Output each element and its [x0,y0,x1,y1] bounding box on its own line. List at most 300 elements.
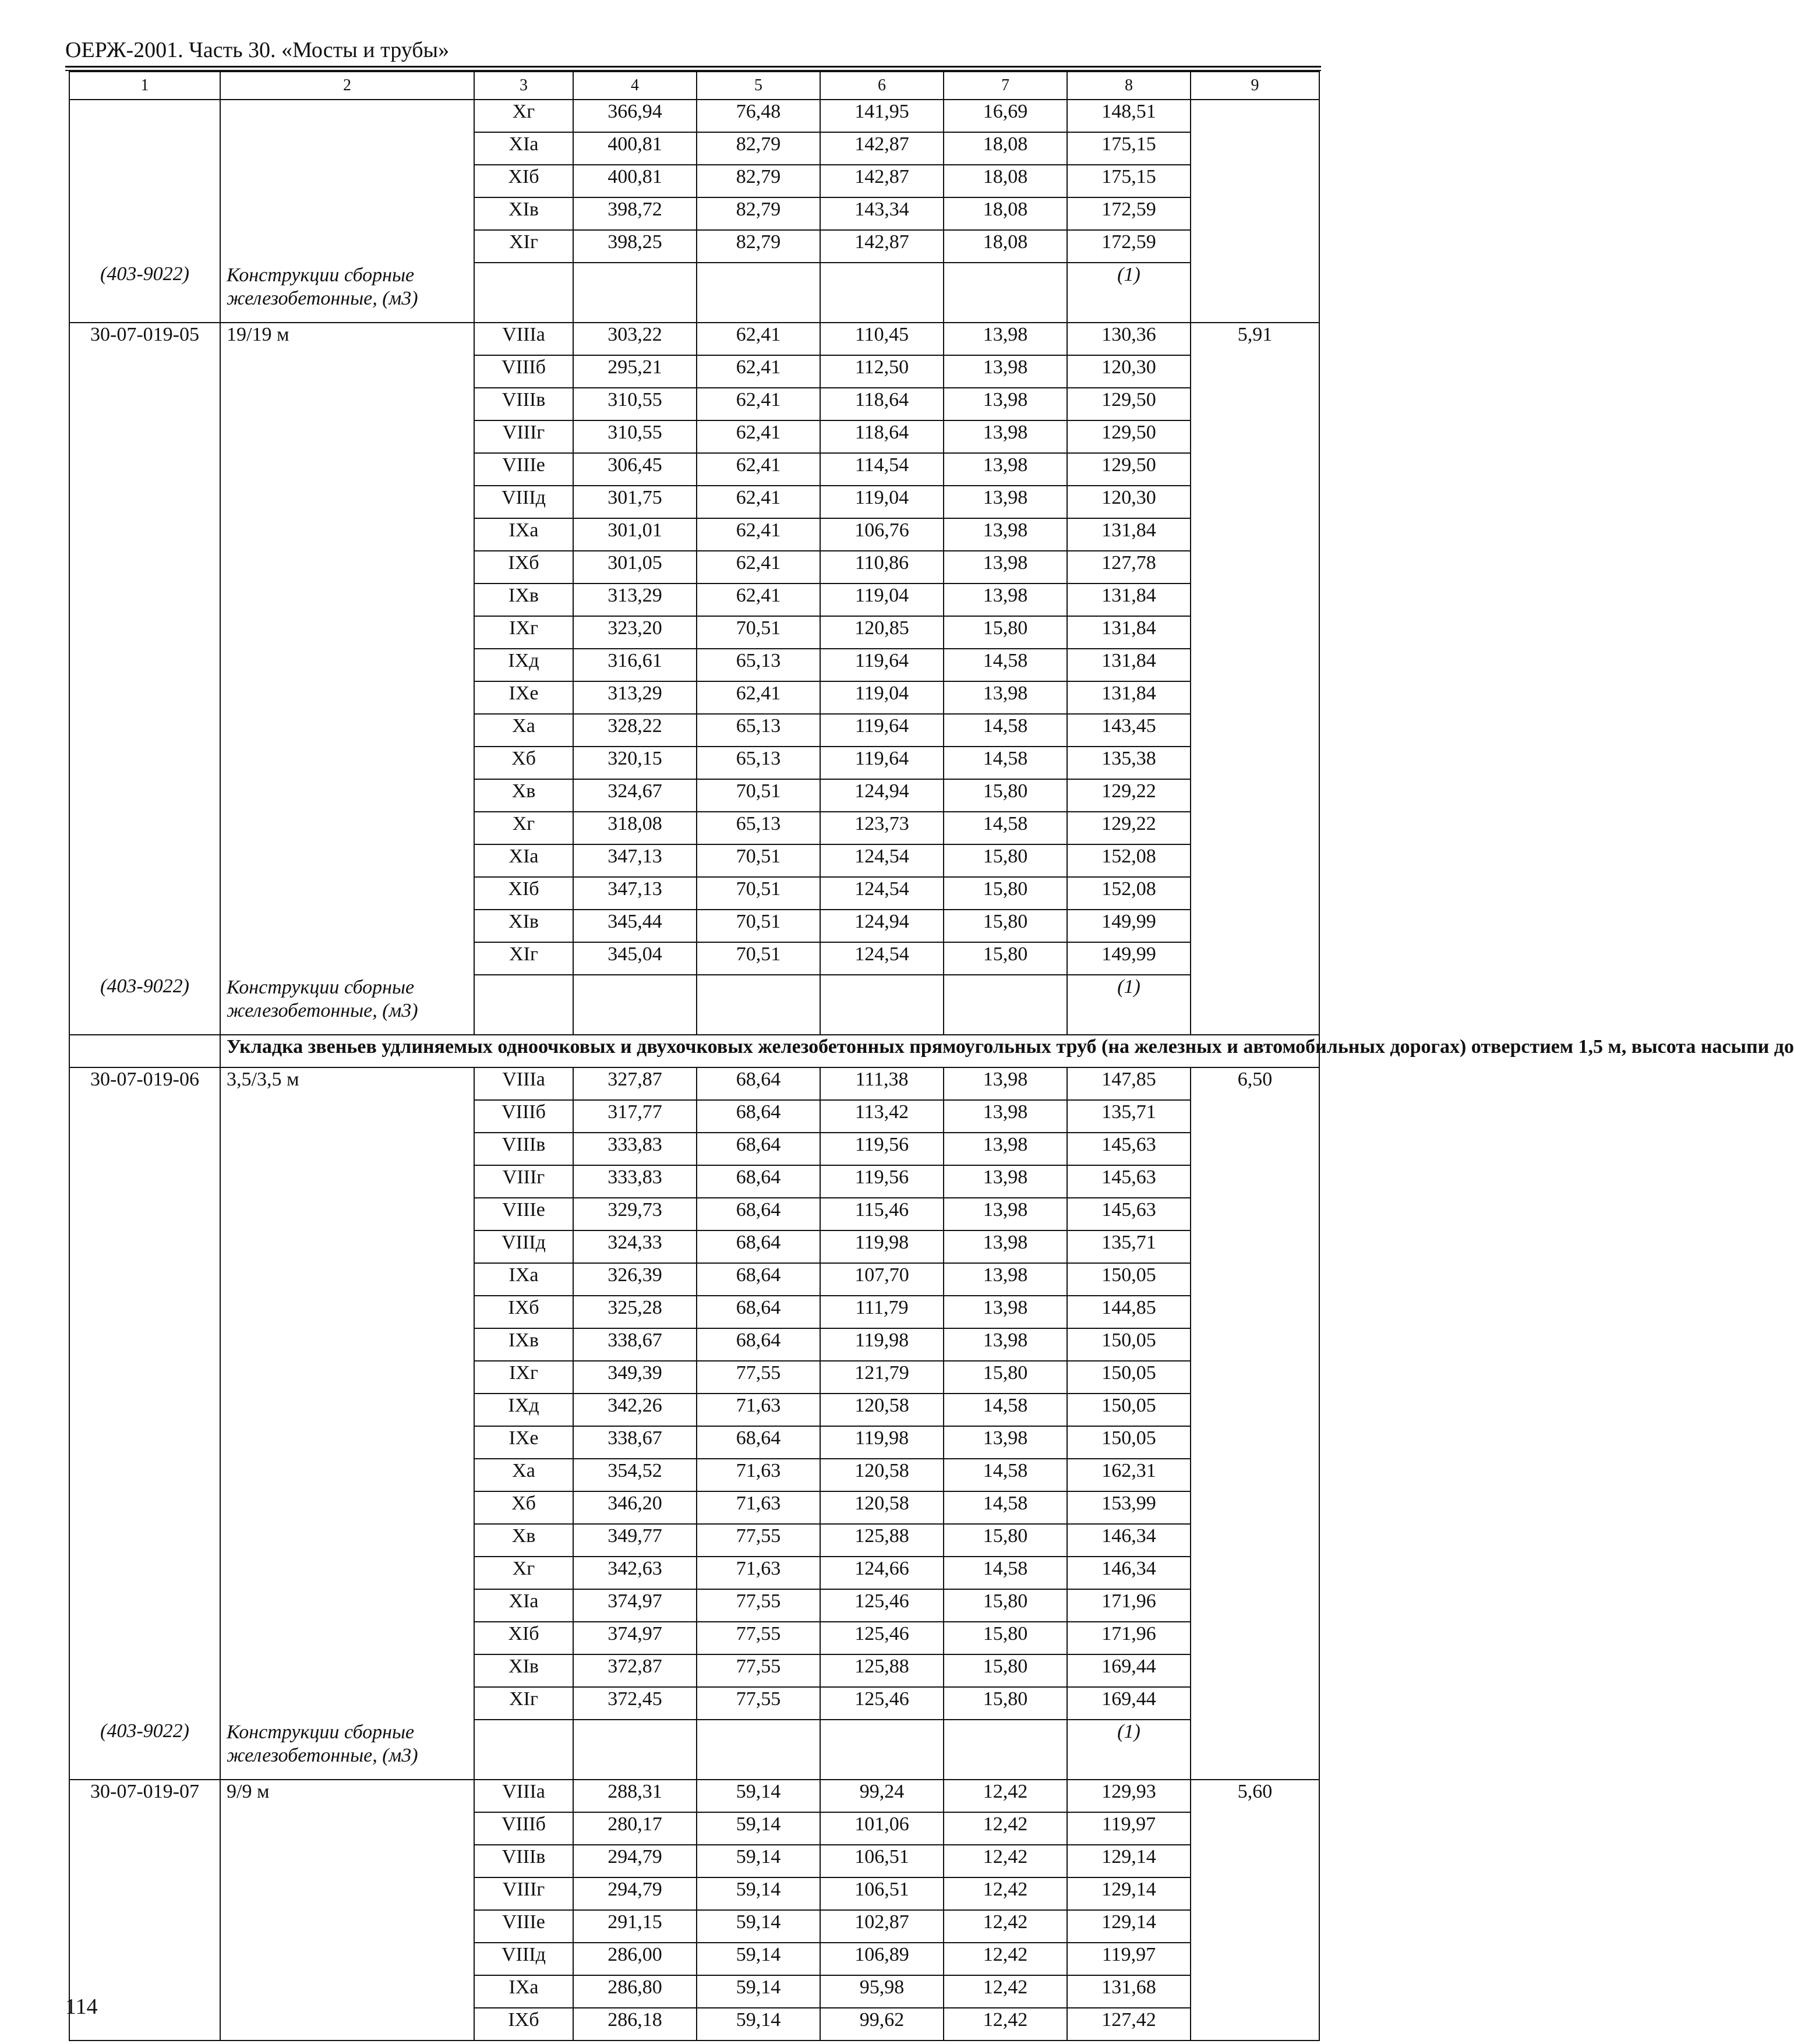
empty-cell [220,779,474,812]
table-cell: 131,84 [1067,518,1191,551]
table-cell: 62,41 [697,584,820,616]
empty-cell [220,1812,474,1845]
table-cell: 124,66 [820,1557,944,1589]
empty-cell [220,1296,474,1328]
table-cell: 65,13 [697,812,820,844]
table-cell: VIIIа [474,1780,573,1812]
table-cell: 129,50 [1067,388,1191,420]
table-cell: 142,87 [820,165,944,197]
empty-cell [69,355,220,388]
table-cell: 15,80 [944,1622,1067,1654]
table-cell: 13,98 [944,1100,1067,1133]
table-cell: 70,51 [697,910,820,942]
table-row [69,420,1319,453]
table-cell: 111,79 [820,1296,944,1328]
table-cell: 150,05 [1067,1263,1191,1296]
table-cell: 110,86 [820,551,944,584]
table-row [69,2008,1319,2041]
column-number: 5 [697,72,820,100]
table-cell: 142,87 [820,230,944,263]
table-row [69,132,1319,165]
table-cell: Конструкции сборные железобетонные, (м3) [220,1720,474,1780]
table-cell: 301,01 [573,518,697,551]
table-cell: 106,89 [820,1943,944,1975]
empty-cell [474,1720,573,1780]
empty-cell [69,1943,220,1975]
table-cell: 129,50 [1067,420,1191,453]
empty-cell [69,681,220,714]
table-cell: 62,41 [697,355,820,388]
table-cell: XIа [474,132,573,165]
table-cell: 294,79 [573,1845,697,1877]
table-cell: Xб [474,1491,573,1524]
empty-cell [69,1035,220,1067]
empty-cell [220,910,474,942]
table-cell: 12,42 [944,1845,1067,1877]
table-cell: 374,97 [573,1622,697,1654]
empty-cell [220,486,474,518]
table-cell: 119,98 [820,1426,944,1459]
empty-cell [1191,197,1319,230]
table-cell: 62,41 [697,486,820,518]
table-cell: 70,51 [697,942,820,975]
table-cell: 15,80 [944,1361,1067,1394]
table-row [69,388,1319,420]
table-cell: 400,81 [573,165,697,197]
table-cell: 111,38 [820,1067,944,1100]
table-row [69,844,1319,877]
table-cell: 119,98 [820,1230,944,1263]
table-cell: Xа [474,714,573,747]
table-cell: IXв [474,584,573,616]
table-cell: 172,59 [1067,230,1191,263]
empty-cell [69,1654,220,1687]
empty-cell [944,975,1067,1035]
table-cell: 68,64 [697,1426,820,1459]
table-cell: 15,80 [944,1589,1067,1622]
table-cell: 13,98 [944,388,1067,420]
empty-cell [220,1165,474,1198]
empty-cell [220,1622,474,1654]
table-cell: 70,51 [697,616,820,649]
table-cell: 12,42 [944,1877,1067,1910]
table-cell: 112,50 [820,355,944,388]
table-row [69,1165,1319,1198]
empty-cell [69,1296,220,1328]
table-cell: 18,08 [944,165,1067,197]
table-cell: 59,14 [697,1845,820,1877]
table-cell: 65,13 [697,747,820,779]
empty-cell [573,1720,697,1780]
empty-cell [220,1845,474,1877]
table-cell: 135,38 [1067,747,1191,779]
empty-cell [69,551,220,584]
table-row [69,714,1319,747]
empty-cell [220,1100,474,1133]
table-cell: 286,18 [573,2008,697,2041]
empty-cell [220,1230,474,1263]
table-cell: 30-07-019-06 [69,1067,220,1100]
table-cell: Xг [474,1557,573,1589]
empty-cell [820,975,944,1035]
table-row [69,197,1319,230]
empty-cell [1191,1845,1319,1877]
table-cell: 144,85 [1067,1296,1191,1328]
empty-cell [1191,420,1319,453]
table-cell: 62,41 [697,518,820,551]
table-cell: 18,08 [944,132,1067,165]
empty-cell [69,1165,220,1198]
table-cell: Xа [474,1459,573,1491]
table-cell: 119,64 [820,747,944,779]
table-cell: VIIIе [474,453,573,486]
header-rule [65,66,1321,68]
table-cell: 310,55 [573,420,697,453]
empty-cell [220,681,474,714]
table-cell: 333,83 [573,1165,697,1198]
table-cell: 15,80 [944,616,1067,649]
column-number: 4 [573,72,697,100]
table-cell: 153,99 [1067,1491,1191,1524]
table-cell: 143,34 [820,197,944,230]
table-cell: 9/9 м [220,1780,474,1812]
table-cell: 124,54 [820,942,944,975]
table-row [69,1524,1319,1557]
table-cell: 70,51 [697,877,820,910]
table-cell: 169,44 [1067,1687,1191,1720]
table-cell: 70,51 [697,844,820,877]
table-cell: 119,04 [820,584,944,616]
table-cell: 313,29 [573,584,697,616]
table-cell: 13,98 [944,584,1067,616]
empty-cell [944,263,1067,323]
table-cell: VIIIе [474,1198,573,1230]
table-cell: (403-9022) [69,975,220,1035]
empty-cell [220,714,474,747]
empty-cell [220,1491,474,1524]
empty-cell [944,1720,1067,1780]
table-cell: IXг [474,1361,573,1394]
table-cell: XIг [474,230,573,263]
table-row [69,1622,1319,1654]
table-cell: Xб [474,747,573,779]
table-cell: 71,63 [697,1491,820,1524]
table-cell: 349,77 [573,1524,697,1557]
empty-cell [220,355,474,388]
empty-cell [1191,649,1319,681]
table-cell: 143,45 [1067,714,1191,747]
table-cell: 106,76 [820,518,944,551]
empty-cell [69,1328,220,1361]
empty-cell [220,420,474,453]
table-cell: 70,51 [697,779,820,812]
empty-cell [474,263,573,323]
table-cell: 15,80 [944,779,1067,812]
empty-cell [1191,747,1319,779]
empty-cell [69,518,220,551]
table-cell: (1) [1067,263,1191,323]
table-cell: 59,14 [697,1812,820,1845]
table-cell: 13,98 [944,1296,1067,1328]
table-cell: 280,17 [573,1812,697,1845]
table-cell: 13,98 [944,1198,1067,1230]
table-cell: 14,58 [944,1394,1067,1426]
empty-cell [220,877,474,910]
table-row [69,551,1319,584]
table-cell: 59,14 [697,1975,820,2008]
table-cell: 13,98 [944,1263,1067,1296]
table-cell: IXг [474,616,573,649]
table-row [69,1589,1319,1622]
empty-cell [220,230,474,263]
column-number: 8 [1067,72,1191,100]
column-number: 7 [944,72,1067,100]
empty-cell [1191,1622,1319,1654]
empty-cell [1191,165,1319,197]
empty-cell [1191,1943,1319,1975]
empty-cell [697,975,820,1035]
empty-cell [69,1426,220,1459]
table-cell: VIIIв [474,1845,573,1877]
table-cell: 125,88 [820,1654,944,1687]
empty-cell [1191,132,1319,165]
table-cell: 13,98 [944,420,1067,453]
empty-cell [69,1263,220,1296]
empty-cell [69,100,220,132]
table-cell: 288,31 [573,1780,697,1812]
page-number: 114 [65,1995,98,2019]
table-cell: 13,98 [944,551,1067,584]
empty-cell [220,747,474,779]
table-cell: XIв [474,910,573,942]
empty-cell [220,518,474,551]
empty-cell [220,649,474,681]
table-row [69,453,1319,486]
table-cell: 106,51 [820,1845,944,1877]
empty-cell [220,2008,474,2041]
empty-cell [1191,1910,1319,1943]
table-cell: 18,08 [944,197,1067,230]
table-cell: 118,64 [820,420,944,453]
table-cell: 131,84 [1067,681,1191,714]
table-cell: 14,58 [944,812,1067,844]
table-cell: 13,98 [944,1067,1067,1100]
table-cell: 62,41 [697,453,820,486]
empty-cell [69,812,220,844]
table-cell: 129,22 [1067,812,1191,844]
table-cell: 125,88 [820,1524,944,1557]
table-cell: 15,80 [944,1524,1067,1557]
empty-cell [69,616,220,649]
table-cell: 124,94 [820,779,944,812]
table-cell: Xг [474,812,573,844]
empty-cell [69,1877,220,1910]
table-cell: 68,64 [697,1100,820,1133]
table-cell: VIIIб [474,355,573,388]
table-cell: 113,42 [820,1100,944,1133]
table-cell: 316,61 [573,649,697,681]
empty-cell [474,975,573,1035]
empty-cell [220,165,474,197]
table-cell: 342,63 [573,1557,697,1589]
table-cell: 345,04 [573,942,697,975]
empty-cell [69,1845,220,1877]
table-cell: 148,51 [1067,100,1191,132]
table-row [69,910,1319,942]
resource-row [69,1720,1319,1780]
empty-cell [69,1910,220,1943]
table-row [69,1394,1319,1426]
table-cell: 16,69 [944,100,1067,132]
table-row [69,1557,1319,1589]
table-cell: 127,78 [1067,551,1191,584]
empty-cell [220,1524,474,1557]
table-cell: 102,87 [820,1910,944,1943]
empty-cell [1191,910,1319,942]
table-cell: 120,30 [1067,355,1191,388]
empty-cell [1191,2008,1319,2041]
table-cell: Xв [474,1524,573,1557]
table-cell: 15,80 [944,1687,1067,1720]
table-cell: 119,04 [820,486,944,518]
table-cell: VIIIв [474,388,573,420]
section-title: Укладка звеньев удлиняемых одноочковых и двухочковых железобетонных прямоугольных труб (на железных и автомобильных дорогах) отверстием 1,5 м, высота насыпи до [220,1035,1319,1067]
table-cell: VIIIд [474,1230,573,1263]
table-row [69,1654,1319,1687]
table-cell: 14,58 [944,649,1067,681]
empty-cell [69,230,220,263]
table-cell: 135,71 [1067,1100,1191,1133]
table-cell: IXд [474,649,573,681]
table-cell: 15,80 [944,1654,1067,1687]
empty-cell [220,453,474,486]
empty-cell [220,100,474,132]
table-cell: 68,64 [697,1165,820,1198]
empty-cell [1191,1165,1319,1198]
table-cell: 15,80 [944,844,1067,877]
table-cell: 13,98 [944,1165,1067,1198]
table-row [69,1296,1319,1328]
table-cell: 15,80 [944,910,1067,942]
table-cell: 135,71 [1067,1230,1191,1263]
table-cell: 366,94 [573,100,697,132]
empty-cell [69,420,220,453]
empty-cell [69,1557,220,1589]
table-cell: 65,13 [697,714,820,747]
empty-cell [69,584,220,616]
table-cell: 82,79 [697,165,820,197]
table-cell: 77,55 [697,1622,820,1654]
table-row [69,1845,1319,1877]
table-row [69,1975,1319,2008]
empty-cell [220,1975,474,2008]
table-cell: 30-07-019-07 [69,1780,220,1812]
empty-cell [69,779,220,812]
table-cell: 65,13 [697,649,820,681]
table-row [69,1361,1319,1394]
table-cell: 68,64 [697,1198,820,1230]
empty-cell [220,388,474,420]
empty-cell [573,263,697,323]
table-cell: 12,42 [944,2008,1067,2041]
empty-cell [1191,844,1319,877]
table-cell: VIIIв [474,1133,573,1165]
table-cell: 354,52 [573,1459,697,1491]
table-cell: 124,54 [820,877,944,910]
table-cell: 119,64 [820,714,944,747]
table-cell: 95,98 [820,1975,944,2008]
empty-cell [220,1394,474,1426]
table-cell: 99,62 [820,2008,944,2041]
empty-cell [220,1687,474,1720]
empty-cell [1191,100,1319,132]
table-cell: 313,29 [573,681,697,714]
empty-cell [1191,616,1319,649]
table-row [69,747,1319,779]
table-cell: IXа [474,518,573,551]
table-cell: XIб [474,1622,573,1654]
table-cell: 295,21 [573,355,697,388]
table-cell: IXв [474,1328,573,1361]
table-cell: 310,55 [573,388,697,420]
table-cell: 68,64 [697,1133,820,1165]
table-cell: 327,87 [573,1067,697,1100]
table-cell: 13,98 [944,1426,1067,1459]
empty-cell [220,1263,474,1296]
table-cell: IXе [474,1426,573,1459]
table-cell: 306,45 [573,453,697,486]
table-cell: VIIIг [474,1877,573,1910]
empty-cell [69,1230,220,1263]
table-cell: 77,55 [697,1361,820,1394]
table-cell: 110,45 [820,323,944,355]
table-cell: XIг [474,1687,573,1720]
empty-cell [1191,1687,1319,1720]
table-cell: 146,34 [1067,1524,1191,1557]
empty-cell [1191,942,1319,975]
empty-cell [1191,551,1319,584]
table-cell: 125,46 [820,1687,944,1720]
empty-cell [1191,779,1319,812]
empty-cell [1191,1198,1319,1230]
table-cell: 349,39 [573,1361,697,1394]
table-cell: 124,54 [820,844,944,877]
table-cell: 14,58 [944,1459,1067,1491]
table-cell: 119,56 [820,1165,944,1198]
empty-cell [69,1198,220,1230]
table-cell: 398,25 [573,230,697,263]
table-cell: 175,15 [1067,132,1191,165]
table-cell: 13,98 [944,681,1067,714]
empty-cell [220,132,474,165]
table-cell: XIб [474,877,573,910]
table-row [69,584,1319,616]
empty-cell [1191,263,1319,323]
table-cell: 114,54 [820,453,944,486]
table-row [69,1426,1319,1459]
table-cell: 62,41 [697,420,820,453]
table-cell: 372,87 [573,1654,697,1687]
table-cell: 318,08 [573,812,697,844]
table-cell: 131,84 [1067,584,1191,616]
table-cell: 119,97 [1067,1943,1191,1975]
table-cell: 119,97 [1067,1812,1191,1845]
table-cell: VIIIд [474,486,573,518]
column-number: 2 [220,72,474,100]
table-cell: 347,13 [573,844,697,877]
empty-cell [1191,1263,1319,1296]
table-row [69,230,1319,263]
